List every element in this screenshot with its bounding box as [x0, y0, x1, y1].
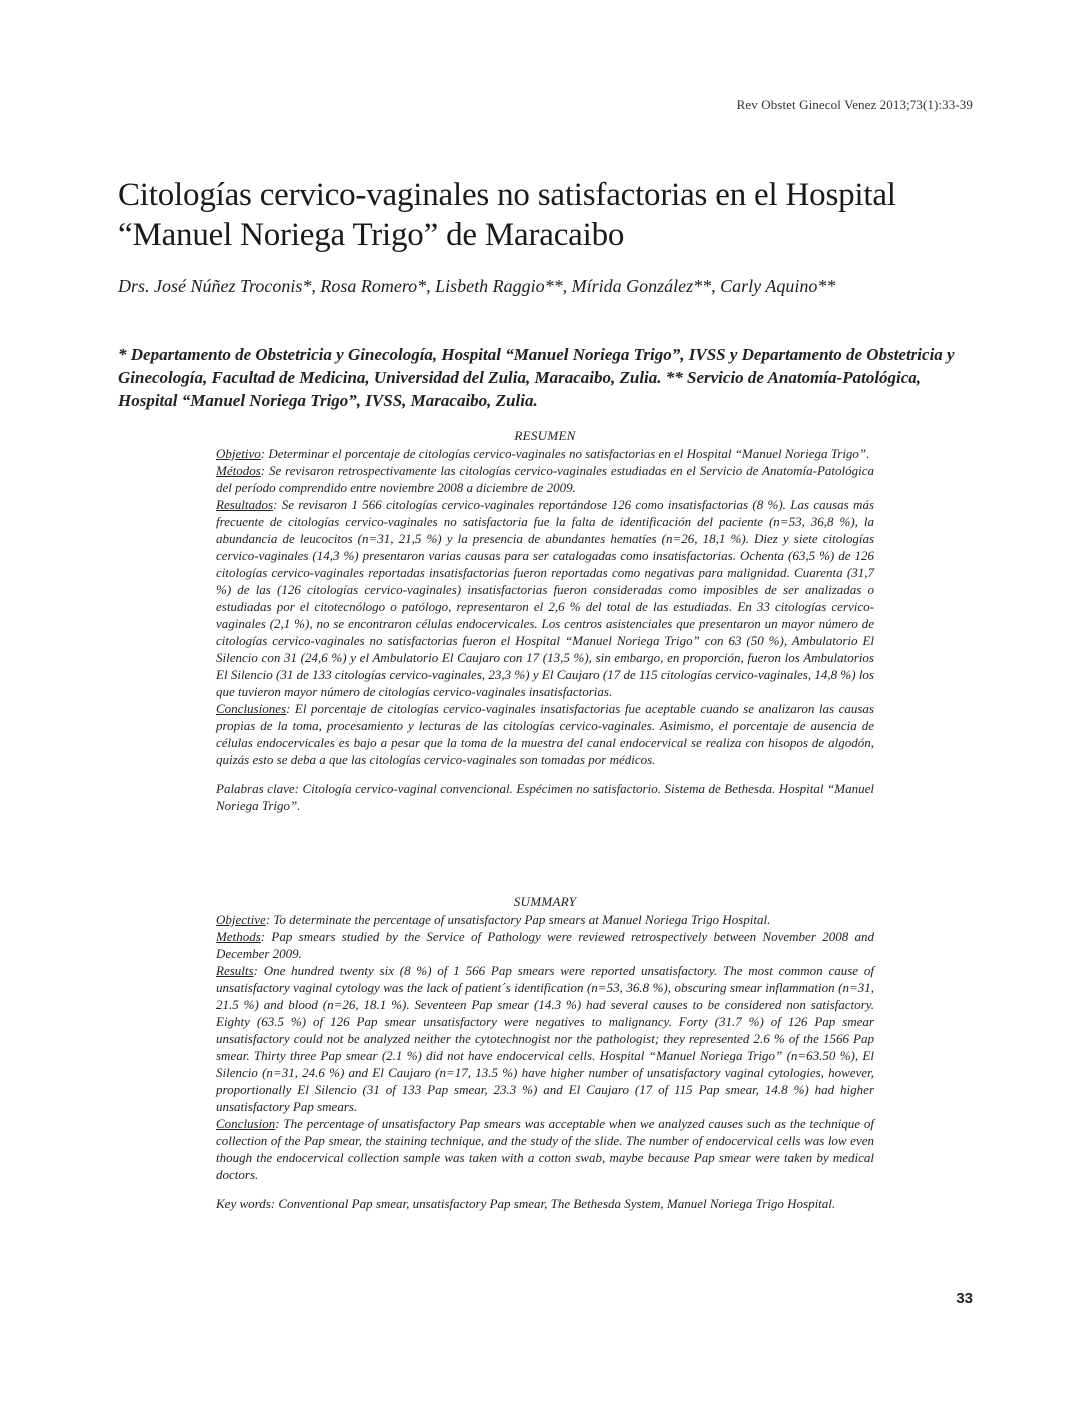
summary-objective: [216, 911, 874, 928]
results-text: : One hundred twenty six (8 %) of 1 566 Pap smears were reported unsatisfactory. The most common cause of unsatisfactory vaginal cytology was the lack of patient´s identification (n=53, 36.8 %), obscuring smear inflammation (n=31, 21.5 %) and blood (n=26, 18.1 %). Seventeen Pap smear (14.3 %) had several causes to be considered non satisfactory. Eighty (63.5 %) of 126 Pap smear unsatisfactory were negatives to malignancy. Forty (31.7 %) of 126 Pap smear unsatisfactory could not be analyzed neither the cytotechnogist nor the pathologist; they represented 2.6 % of the 1566 Pap smear. Thirty three Pap smear (2.1 %) did not have endocervical cells. Hospital “Manuel Noriega Trigo” (n=63.50 %), El Silencio (n=31, 24.6 %) and El Caujaro (n=17, 13.5 %) have higher number of unsatisfactory vaginal cytologies, however, proportionally El Silencio (31 of 133 Pap smear, 23.3 %) and El Caujaro (17 of 115 Pap smear, 14.8 %) had higher unsatisfactory Pap smears.: [216, 963, 874, 1114]
objective-text: : To determinate the percentage of unsatisfactory Pap smears at Manuel Noriega Trigo Hospital.: [265, 912, 771, 927]
conclusiones-label: Conclusiones: [216, 701, 287, 716]
metodos-label: Métodos: [216, 463, 261, 478]
objective-label: Objective: [216, 912, 266, 927]
page-number: 33: [956, 1290, 973, 1307]
journal-reference: Rev Obstet Ginecol Venez 2013;73(1):33-39: [736, 97, 973, 112]
summary-conclusion: [216, 1115, 874, 1183]
conclusion-text: : The percentage of unsatisfactory Pap smears was acceptable when we analyzed causes such as the technique of collection of the Pap smear, the staining technique, and the study of the slide. The number of endocervical cells was low even though the endocervical collection sample was taken with a cotton swab, maybe because Pap smear were taken by medical doctors.: [216, 1116, 874, 1182]
summary-heading: SUMMARY: [513, 894, 577, 909]
palabras-clave: Palabras clave: Citología cervico-vaginal convencional. Espécimen no satisfactorio. Sistema de Bethesda. Hospital “Manuel Noriega Trigo”.: [216, 781, 874, 813]
article-title: Citologías cervico-vaginales no satisfactorias en el Hospital “Manuel Noriega Trigo” de Maracaibo: [118, 177, 896, 253]
author-affiliations: * Departamento de Obstetricia y Ginecología, Hospital “Manuel Noriega Trigo”, IVSS y Departamento de Obstetricia y Ginecología, Facultad de Medicina, Universidad del Zulia, Maracaibo, Zulia. ** Servicio de Anatomía-Patológica, Hospital “Manuel Noriega Trigo”, IVSS, Maracaibo, Zulia.: [118, 345, 955, 410]
conclusiones-text: : El porcentaje de citologías cervico-vaginales insatisfactorias fue aceptable cuando se analizaron las causas propias de la toma, procesamiento y lecturas de las citologías cervico-vaginales. Asimismo, el porcentaje de ausencia de células endocervicales es bajo a pesar que la toma de la muestra del canal endocervical se realiza con hisopos de algodón, quizás esto se deba a que las citologías cervico-vaginales son tomadas por médicos.: [216, 701, 874, 767]
summary-section: [216, 893, 874, 1212]
resumen-section: [216, 427, 874, 814]
resumen-objetivo: [216, 445, 874, 462]
metodos-text: : Se revisaron retrospectivamente las citologías cervico-vaginales estudiadas en el Servicio de Anatomía-Patológica del período comprendido entre noviembre 2008 a diciembre de 2009.: [216, 463, 874, 495]
key-words: Key words: Conventional Pap smear, unsatisfactory Pap smear, The Bethesda System, Manuel Noriega Trigo Hospital.: [216, 1196, 836, 1211]
results-label: Results: [216, 963, 254, 978]
summary-results: [216, 962, 874, 1115]
summary-methods: [216, 928, 874, 962]
conclusion-label: Conclusion: [216, 1116, 276, 1131]
methods-label: Methods: [216, 929, 261, 944]
resumen-metodos: [216, 462, 874, 496]
resumen-conclusiones: [216, 700, 874, 768]
resultados-text: : Se revisaron 1 566 citologías cervico-vaginales reportándose 126 como insatisfactorias (8 %). Las causas más frecuente de citologías cervico-vaginales no satisfactoria fue la falta de identificación del paciente (n=53, 36,8 %), la abundancia de leucocitos (n=31, 21,5 %) y la presencia de abundantes hematíes (n=26, 18,1 %). Diez y siete citologías cervico-vaginales (14,3 %) presentaron varias causas para ser catalogadas como insatisfactorias. Ochenta (63,5 %) de 126 citologías cervico-vaginales reportadas insatisfactorias fueron reportadas como negativas para malignidad. Cuarenta (31,7 %) de las (126 citologías cervico-vaginales) insatisfactorias fueron consideradas como imposibles de ser analizadas o estudiadas por el citotecnólogo o patólogo, representaron el 2,6 % del total de las estudiadas. En 33 citologías cervico-vaginales (2,1 %), no se encontraron células endocervicales. Los centros asistenciales que presentaron un mayor número de citologías cervico-vaginales no satisfactorias fueron el Hospital “Manuel Noriega Trigo” con 63 (50 %), Ambulatorio El Silencio con 31 (24,6 %) y el Ambulatorio El Caujaro con 17 (13,5 %), sin embargo, en proporción, fueron los Ambulatorios El Silencio (31 de 133 citologías cervico-vaginales, 23,3 %) y El Caujaro (17 de 115 citologías cervico-vaginales, 14,8 %) los que tuvieron mayor número de citologías cervico-vaginales insatisfactorias.: [216, 497, 874, 699]
author-list: Drs. José Núñez Troconis*, Rosa Romero*, Lisbeth Raggio**, Mírida González**, Carly Aquino**: [118, 276, 836, 296]
resumen-heading: RESUMEN: [514, 428, 576, 443]
methods-text: : Pap smears studied by the Service of Pathology were reviewed retrospectively between November 2008 and December 2009.: [216, 929, 874, 961]
resultados-label: Resultados: [216, 497, 274, 512]
objetivo-label: Objetivo: [216, 446, 261, 461]
objetivo-text: : Determinar el porcentaje de citologías cervico-vaginales no satisfactorias en el Hospital “Manuel Noriega Trigo”.: [260, 446, 870, 461]
resumen-resultados: [216, 496, 874, 700]
